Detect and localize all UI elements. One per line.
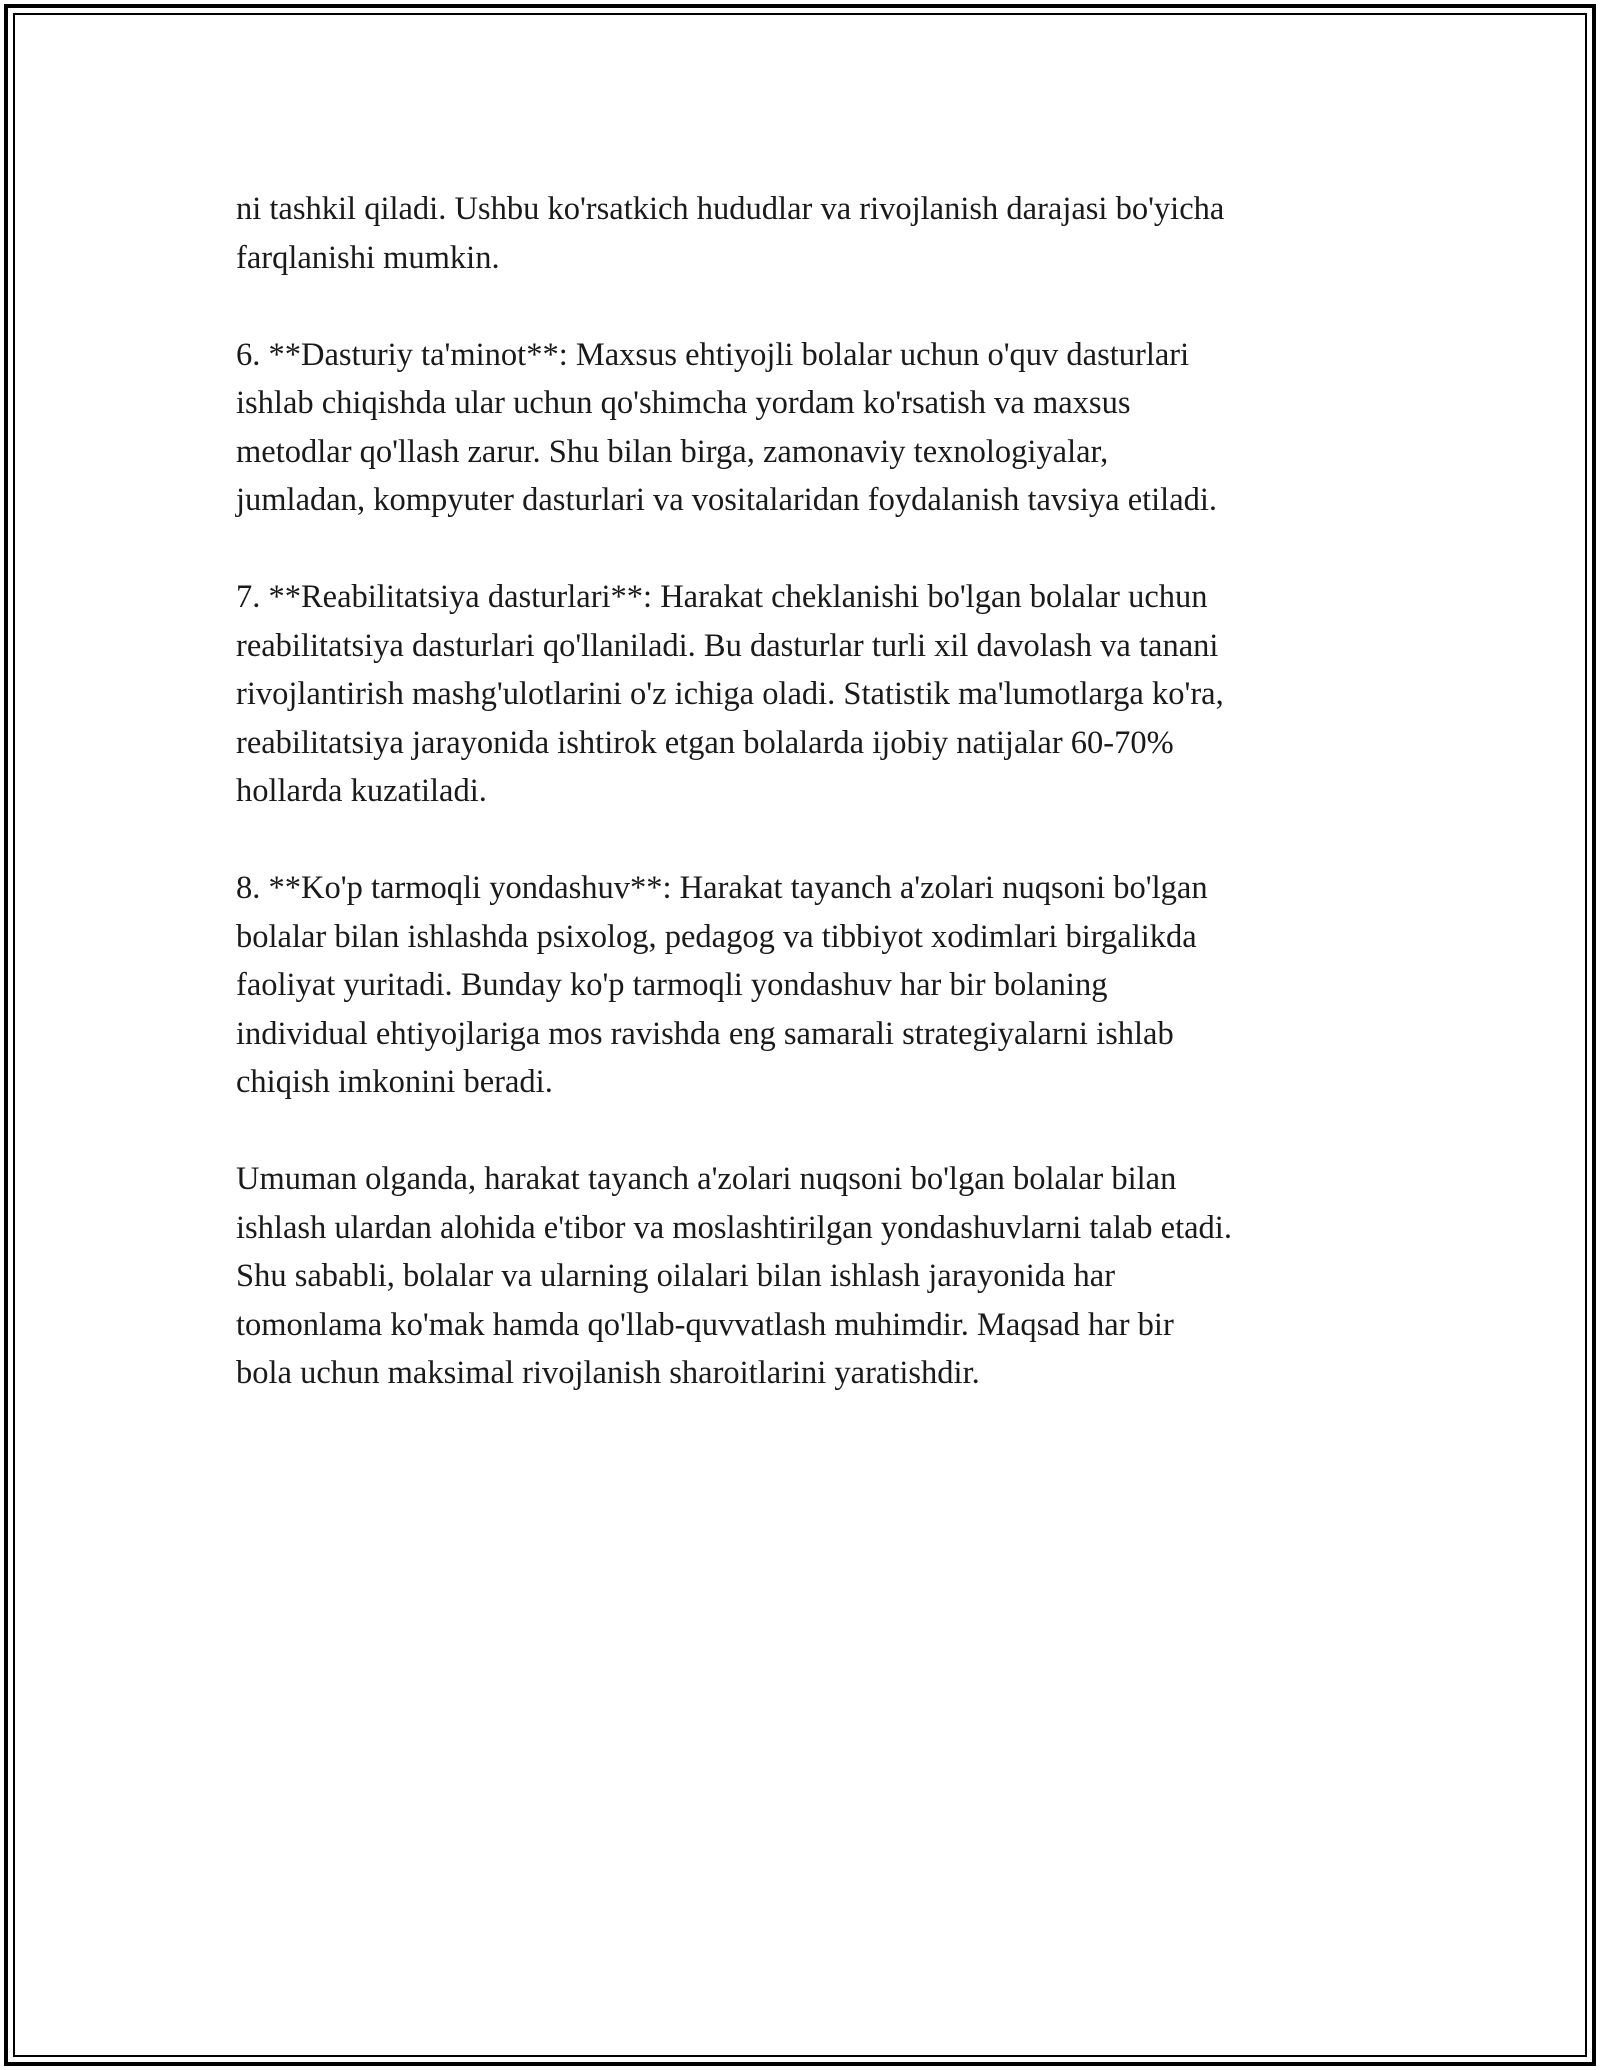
- paragraph-item-8: [236, 864, 1376, 1107]
- text-line: Shu sababli, bolalar va ularning oilalari bilan ishlash jarayonida har: [236, 1258, 1116, 1294]
- paragraph-item-6: [236, 331, 1376, 525]
- text-line: 7. **Reabilitatsiya dasturlari**: Harakat cheklanishi bo'lgan bolalar uchun: [236, 579, 1208, 615]
- paragraph-continuation: [236, 185, 1376, 282]
- text-line: reabilitatsiya jarayonida ishtirok etgan bolalarda ijobiy natijalar 60-70%: [236, 724, 1174, 761]
- text-line: 6. **Dasturiy ta'minot**: Maxsus ehtiyojli bolalar uchun o'quv dasturlari: [236, 336, 1190, 373]
- text-line: hollarda kuzatiladi.: [236, 773, 487, 809]
- text-line: ishlash ulardan alohida e'tibor va moslashtirilgan yondashuvlarni talab etadi.: [236, 1209, 1232, 1246]
- paragraph-item-7: [236, 573, 1376, 816]
- text-line: metodlar qo'llash zarur. Shu bilan birga, zamonaviy texnologiyalar,: [236, 433, 1109, 470]
- text-line: tomonlama ko'mak hamda qo'llab-quvvatlash muhimdir. Maqsad har bir: [236, 1306, 1174, 1343]
- text-line: Umuman olganda, harakat tayanch a'zolari nuqsoni bo'lgan bolalar bilan: [236, 1161, 1177, 1197]
- text-line: ishlab chiqishda ular uchun qo'shimcha yordam ko'rsatish va maxsus: [236, 385, 1131, 421]
- text-line: 8. **Ko'p tarmoqli yondashuv**: Harakat tayanch a'zolari nuqsoni bo'lgan: [236, 870, 1208, 906]
- text-line: farqlanishi mumkin.: [236, 239, 500, 276]
- text-line: individual ehtiyojlariga mos ravishda eng samarali strategiyalarni ishlab: [236, 1015, 1174, 1052]
- paragraph-conclusion: [236, 1155, 1376, 1398]
- text-line: faoliyat yuritadi. Bunday ko'p tarmoqli yondashuv har bir bolaning: [236, 967, 1108, 1003]
- text-line: reabilitatsiya dasturlari qo'llaniladi. Bu dasturlar turli xil davolash va tanani: [236, 627, 1219, 664]
- text-line: ni tashkil qiladi. Ushbu ko'rsatkich hududlar va rivojlanish darajasi bo'yicha: [236, 191, 1225, 227]
- document-body: [236, 185, 1376, 1446]
- text-line: jumladan, kompyuter dasturlari va vositalaridan foydalanish tavsiya etiladi.: [236, 482, 1218, 518]
- text-line: rivojlantirish mashg'ulotlarini o'z ichiga oladi. Statistik ma'lumotlarga ko'ra,: [236, 676, 1224, 712]
- text-line: bolalar bilan ishlashda psixolog, pedagog va tibbiyot xodimlari birgalikda: [236, 918, 1197, 955]
- text-line: bola uchun maksimal rivojlanish sharoitlarini yaratishdir.: [236, 1355, 980, 1391]
- text-line: chiqish imkonini beradi.: [236, 1064, 553, 1100]
